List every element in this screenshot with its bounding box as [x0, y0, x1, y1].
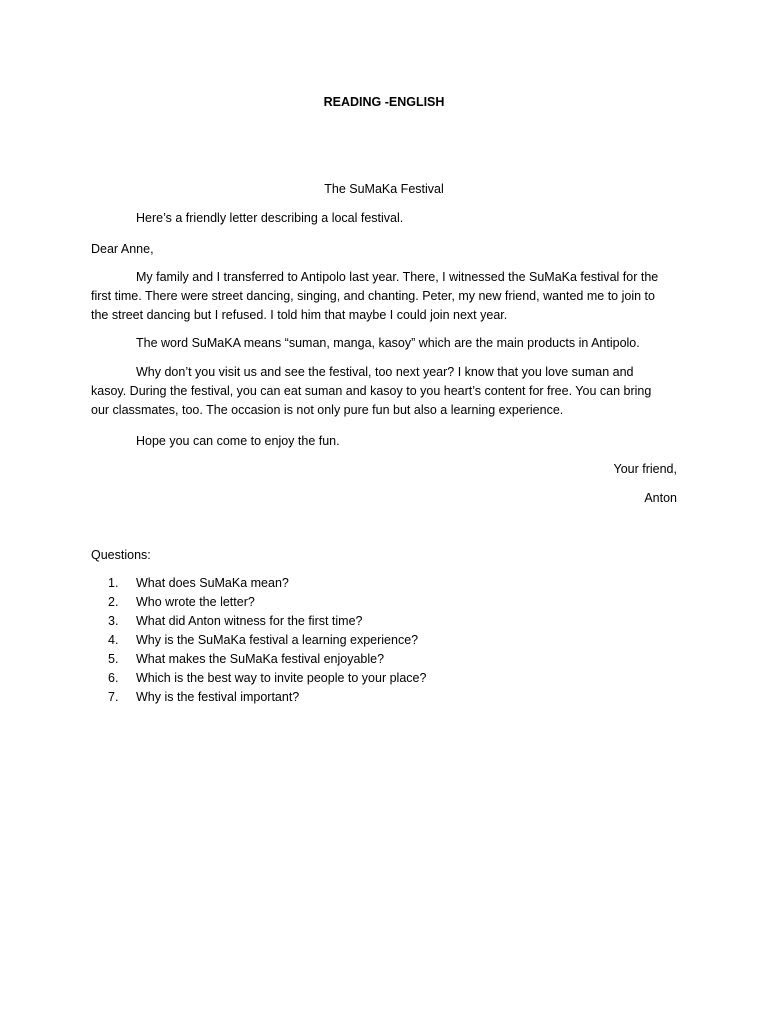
letter-paragraph-1 [91, 268, 681, 325]
question-text: Why is the festival important? [136, 690, 300, 704]
letter-paragraph-2: The word SuMaKA means “suman, manga, kasoy” which are the main products in Antipolo. [136, 336, 640, 350]
question-item [108, 574, 426, 593]
letter-salutation: Dear Anne, [91, 242, 154, 256]
story-title: The SuMaKa Festival [324, 182, 444, 196]
question-item [108, 593, 426, 612]
question-text: What makes the SuMaKa festival enjoyable? [136, 652, 385, 666]
intro-text: Here’s a friendly letter describing a local festival. [136, 211, 404, 225]
paragraph-line: My family and I transferred to Antipolo last year. There, I witnessed the SuMaKa festival for the [136, 270, 659, 284]
question-text: What did Anton witness for the first time? [136, 614, 363, 628]
letter-signature: Anton [644, 491, 677, 505]
question-number: 6. [108, 671, 119, 685]
question-item [108, 688, 426, 707]
question-number: 2. [108, 595, 119, 609]
letter-paragraph-4: Hope you can come to enjoy the fun. [136, 434, 340, 448]
question-text: Why is the SuMaKa festival a learning experience? [136, 633, 419, 647]
question-text: Which is the best way to invite people to your place? [136, 671, 427, 685]
questions-heading: Questions: [91, 548, 151, 562]
letter-closing: Your friend, [613, 462, 677, 476]
question-number: 7. [108, 690, 119, 704]
questions-list [108, 574, 426, 707]
letter-paragraph-3 [91, 363, 681, 420]
subject-heading: READING -ENGLISH [323, 95, 445, 109]
question-item [108, 631, 426, 650]
paragraph-line: the street dancing but I refused. I told him that maybe I could join next year. [91, 308, 508, 322]
question-text: What does SuMaKa mean? [136, 576, 289, 590]
question-number: 1. [108, 576, 119, 590]
paragraph-line: our classmates, too. The occasion is not only pure fun but also a learning experience. [91, 403, 564, 417]
paragraph-line: Why don’t you visit us and see the festival, too next year? I know that you love suman and [136, 365, 634, 379]
question-number: 4. [108, 633, 119, 647]
question-number: 5. [108, 652, 119, 666]
question-item [108, 669, 426, 688]
question-item [108, 650, 426, 669]
paragraph-line: kasoy. During the festival, you can eat suman and kasoy to you heart’s content for free. You can bring [91, 384, 652, 398]
question-number: 3. [108, 614, 119, 628]
question-item [108, 612, 426, 631]
question-text: Who wrote the letter? [136, 595, 255, 609]
paragraph-line: first time. There were street dancing, singing, and chanting. Peter, my new friend, wanted me to join to [91, 289, 655, 303]
